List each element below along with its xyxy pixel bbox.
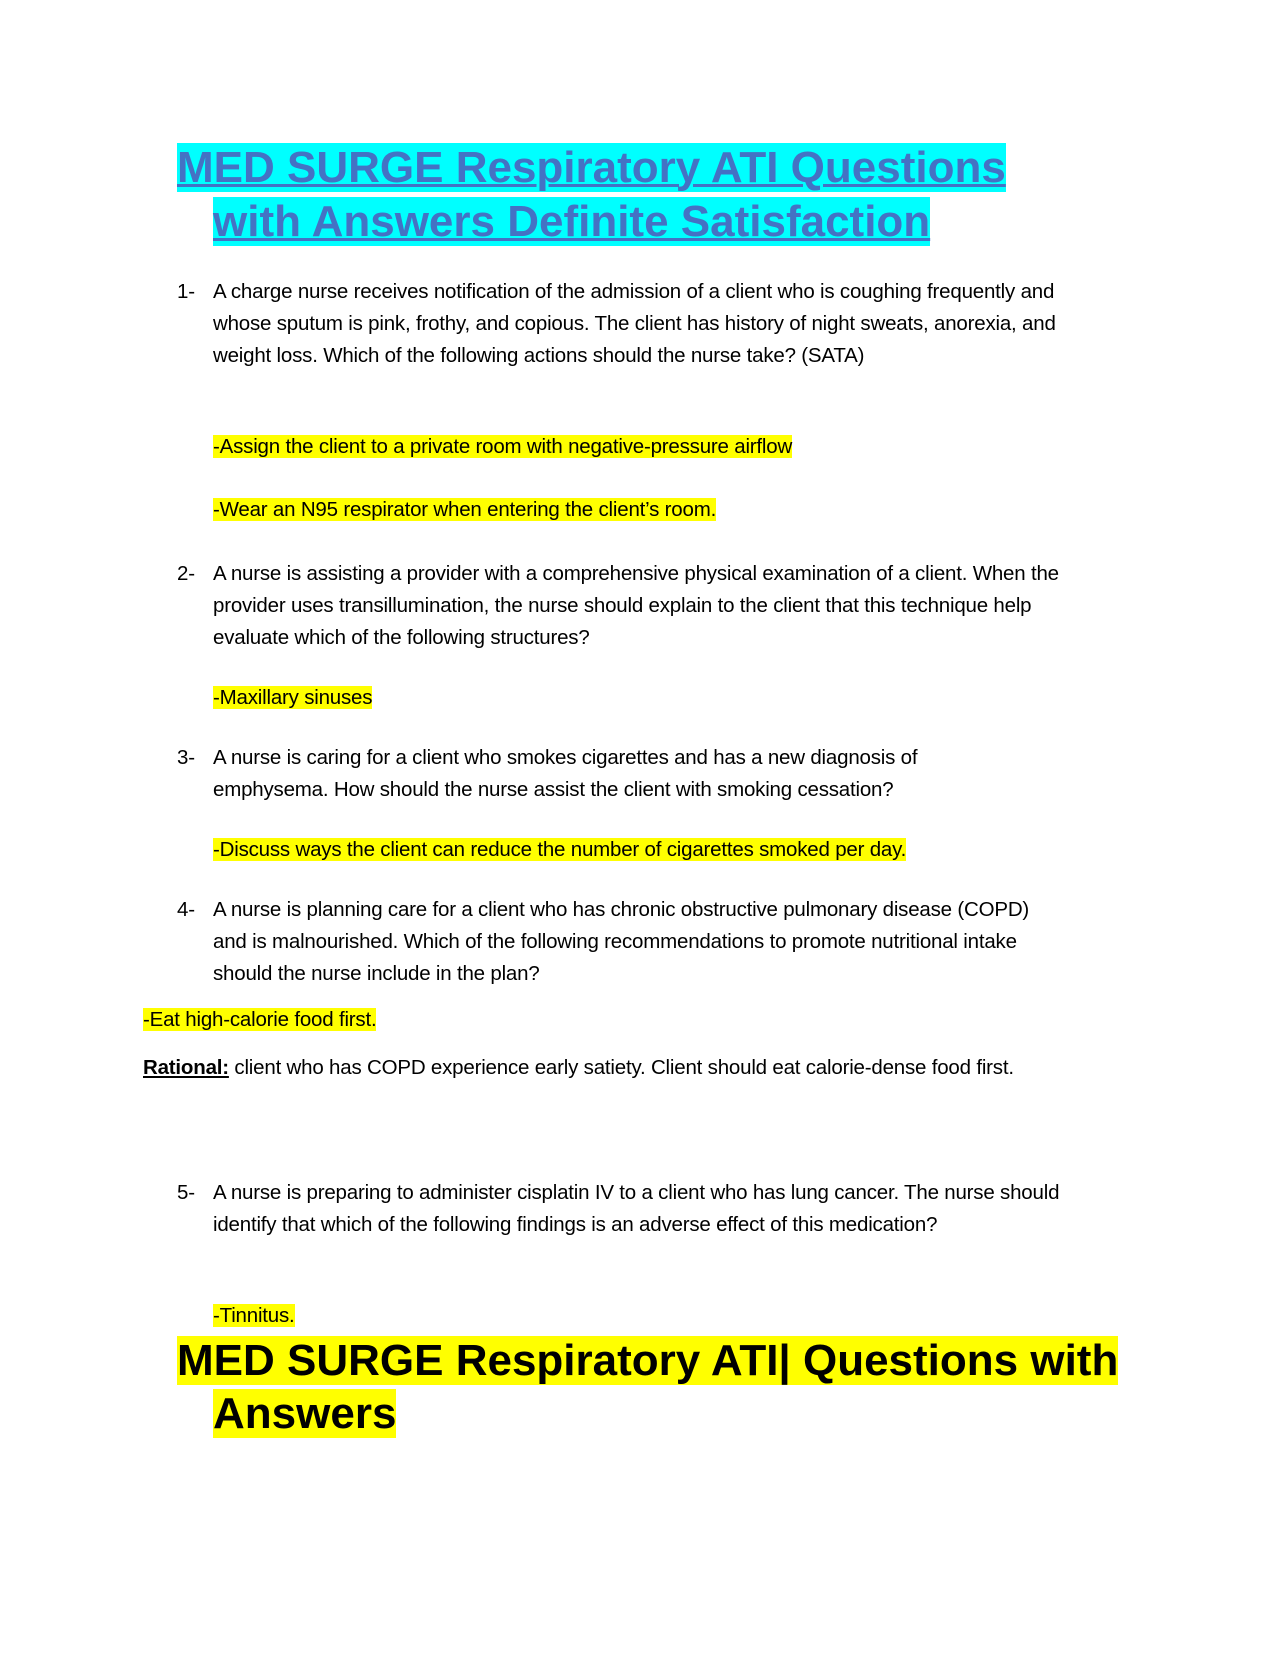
question-number: 1- xyxy=(177,280,195,303)
answer: -Tinnitus. xyxy=(213,1304,295,1327)
question-number: 4- xyxy=(177,898,195,921)
question-number: 3- xyxy=(177,746,195,769)
title-link-2[interactable]: with Answers Definite Satisfaction xyxy=(213,197,931,246)
question-text: A nurse is assisting a provider with a comprehensive physical examination of a client. When the provider uses transillumination, the nurse should explain to the client that this technique help evaluate which of the following structures? xyxy=(213,562,1059,649)
question-text: A nurse is planning care for a client who has chronic obstructive pulmonary disease (COPD) and is malnourished. Which of the following recommendations to promote nutritional intake should the nurse include in the plan? xyxy=(213,898,1030,985)
answer: -Eat high-calorie food first. xyxy=(143,1008,377,1031)
footer-heading-line-1: MED SURGE Respiratory ATI| Questions with xyxy=(177,1336,1119,1385)
question-number: 2- xyxy=(177,562,195,585)
footer-heading-line-2: Answers xyxy=(213,1389,397,1438)
answer: -Assign the client to a private room with negative-pressure airflow xyxy=(213,435,793,458)
question-text: A nurse is caring for a client who smokes cigarettes and has a new diagnosis of emphysema. How should the nurse assist the client with smoking cessation? xyxy=(213,746,918,801)
question-text: A charge nurse receives notification of the admission of a client who is coughing frequently and whose sputum is pink, frothy, and copious. The client has history of night sweats, anorexia, and weight loss. Which of the following actions should the nurse take? (SATA) xyxy=(213,280,1056,367)
question-text: A nurse is preparing to administer cisplatin IV to a client who has lung cancer. The nurse should identify that which of the following findings is an adverse effect of this medication? xyxy=(213,1181,1060,1236)
title-line-2[interactable] xyxy=(213,195,930,249)
answer: -Maxillary sinuses xyxy=(213,686,373,709)
question-number: 5- xyxy=(177,1181,195,1204)
rationale-label: Rational: xyxy=(143,1056,229,1079)
title-link-1[interactable]: MED SURGE Respiratory ATI Questions xyxy=(177,143,1006,192)
answer: -Discuss ways the client can reduce the number of cigarettes smoked per day. xyxy=(213,838,907,861)
rationale: Rational: client who has COPD experience early satiety. Client should eat calorie-dense food first. xyxy=(143,1056,1014,1079)
answer: -Wear an N95 respirator when entering the client’s room. xyxy=(213,498,717,521)
title-line-1[interactable] xyxy=(177,141,1006,195)
